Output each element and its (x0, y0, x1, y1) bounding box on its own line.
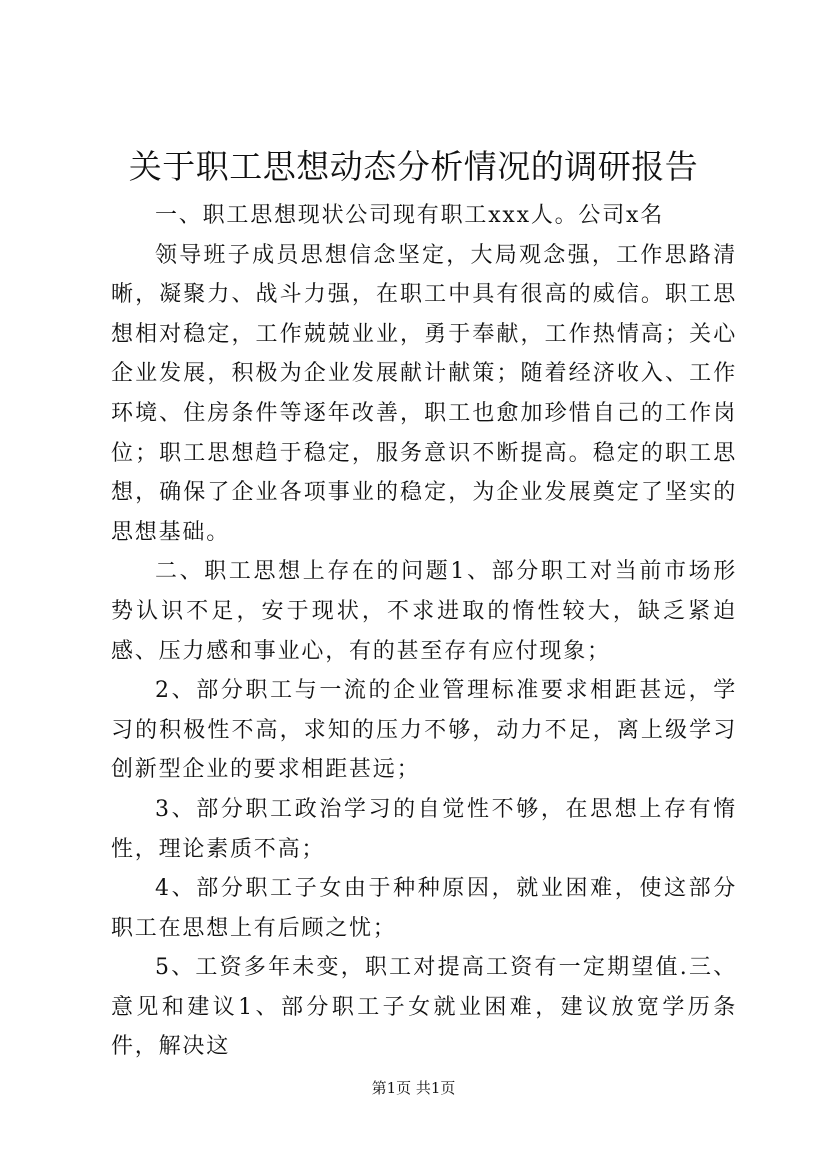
paragraph-3: 二、职工思想上存在的问题1、部分职工对当前市场形势认识不足，安于现状，不求进取的惰性较大，缺乏紧迫感、压力感和事业心，有的甚至存有应付现象； (111, 559, 737, 664)
paragraph-6: 4、部分职工子女由于种种原因，就业困难，使这部分职工在思想上有后顾之忧； (111, 876, 737, 941)
document-body (111, 196, 737, 1067)
paragraph-7: 5、工资多年未变，职工对提高工资有一定期望值.三、意见和建议1、部分职工子女就业困难，建议放宽学历条件，解决这 (111, 955, 737, 1060)
paragraph-5: 3、部分职工政治学习的自觉性不够，在思想上存有惰性，理论素质不高； (111, 796, 737, 862)
paragraph-2: 领导班子成员思想信念坚定，大局观念强，工作思路清晰，凝聚力、战斗力强，在职工中具有很高的威信。职工思想相对稳定，工作兢兢业业，勇于奉献，工作热情高；关心企业发展，积极为企业发展献计献策；随着经济收入、工作环境、住房条件等逐年改善，职工也愈加珍惜自己的工作岗位；职工思想趋于稳定，服务意识不断提高。稳定的职工思想，确保了企业各项事业的稳定，为企业发展奠定了坚实的思想基础。 (111, 242, 737, 545)
document-title: 关于职工思想动态分析情况的调研报告 (128, 147, 699, 186)
page-footer: 第1页 共1页 (371, 1079, 456, 1097)
paragraph-1: 一、职工思想现状公司现有职工xxx人。公司x名 (155, 203, 665, 228)
paragraph-4: 2、部分职工与一流的企业管理标准要求相距甚远，学习的积极性不高，求知的压力不够，动力不足，离上级学习创新型企业的要求相距甚远； (111, 678, 737, 783)
